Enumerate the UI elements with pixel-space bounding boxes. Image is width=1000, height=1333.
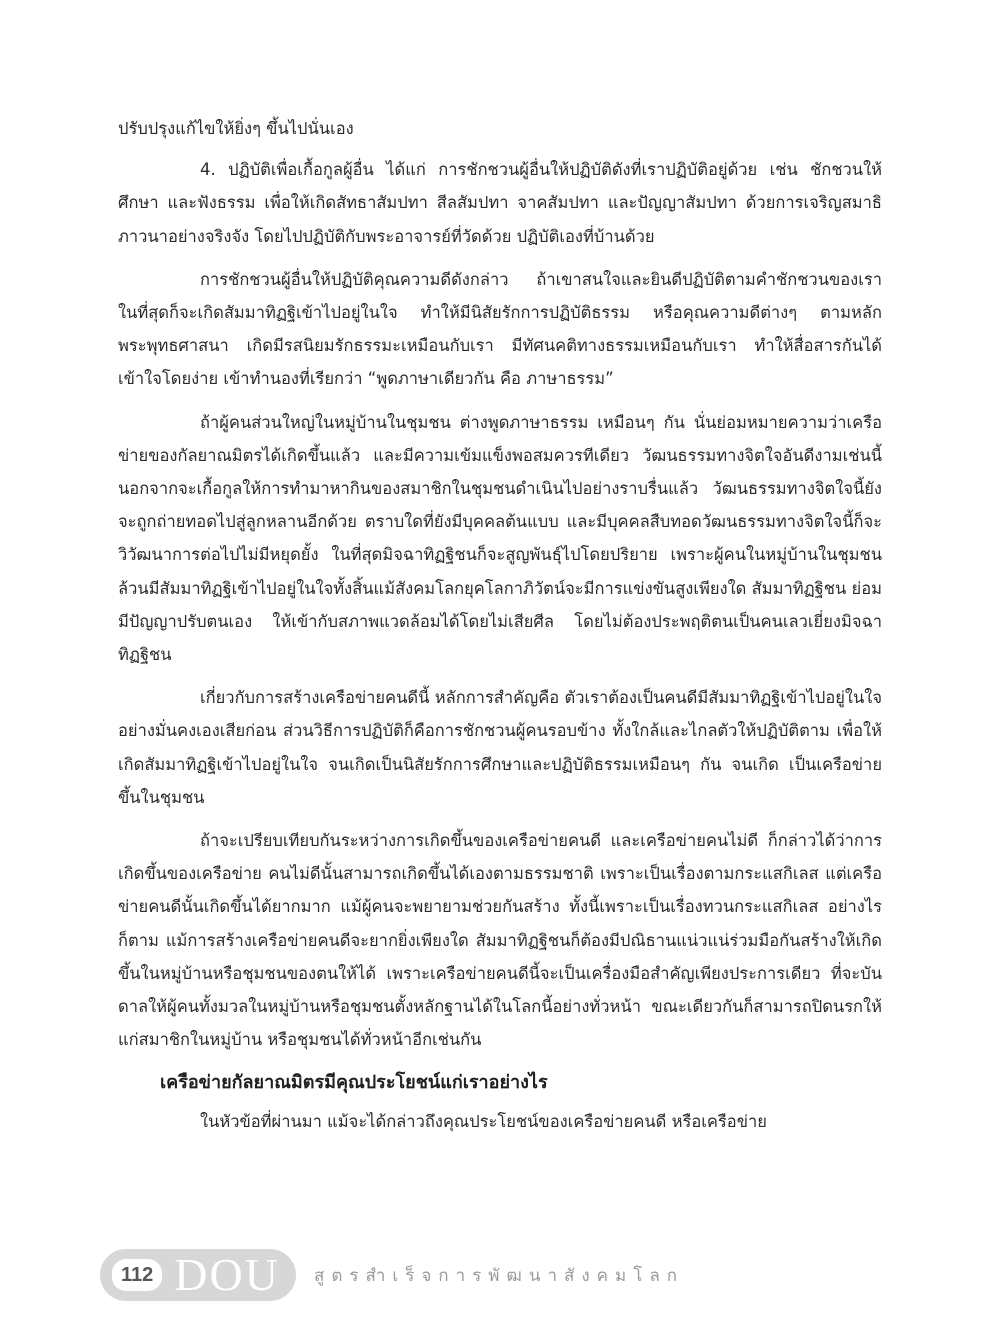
section-heading: เครือข่ายกัลยาณมิตรมีคุณประโยชน์แก่เราอย่างไร (160, 1072, 548, 1094)
brand-logo: DOU (174, 1249, 280, 1300)
footer-tab (100, 1249, 296, 1301)
page-footer (100, 1246, 684, 1304)
paragraph-building-network: เกี่ยวกับการสร้างเครือข่ายคนดีนี้ หลักการสำคัญคือ ตัวเราต้องเป็นคนดีมีสัมมาทิฏฐิเข้าไปอยู่ในใจอย่างมั่นคงเองเสียก่อน ส่วนวิธีการปฏิบัติก็คือการชักชวนผู้คนรอบข้าง ทั้งใกล้และไกลตัวให้ปฏิบัติตาม เพื่อให้เกิดสัมมาทิฏฐิเข้าไปอยู่ในใจ จนเกิดเป็นนิสัยรักการศึกษาและปฏิบัติธรรมเหมือนๆ กัน จนเกิด เป็นเครือข่ายขึ้นในชุมชน (118, 688, 882, 807)
paragraph-good-vs-bad-network: ถ้าจะเปรียบเทียบกันระหว่างการเกิดขึ้นของเครือข่ายคนดี และเครือข่ายคนไม่ดี ก็กล่าวได้ว่าการเกิดขึ้นของเครือข่าย คนไม่ดีนั้นสามารถเกิดขึ้นได้เองตามธรรมชาติ เพราะเป็นเรื่องตามกระแสกิเลส แต่เครือข่ายคนดีนั้นเกิดขึ้นได้ยากมาก แม้ผู้คนจะพยายามช่วยกันสร้าง ทั้งนี้เพราะเป็นเรื่องทวนกระแสกิเลส อย่างไรก็ตาม แม้การสร้างเครือข่ายคนดีจะยากยิ่งเพียงใด สัมมาทิฏฐิชนก็ต้องมีปณิธานแน่วแน่ร่วมมือกันสร้างให้เกิดขึ้นในหมู่บ้านหรือชุมชนของตนให้ได้ เพราะเครือข่ายคนดีนี้จะเป็นเครื่องมือสำคัญเพียงประการเดียว ที่จะบันดาลให้ผู้คนทั้งมวลในหมู่บ้านหรือชุมชนตั้งหลักฐานได้ในโลกนี้อย่างทั่วหน้า ขณะเดียวกันก็สามารถปิดนรกให้แก่สมาชิกในหมู่บ้าน หรือชุมชนได้ทั่วหน้าอีกเช่นกัน (118, 831, 882, 1050)
page-number: 112 (112, 1259, 162, 1291)
body-text (118, 112, 882, 1139)
book-title: สูตรสำเร็จการพัฒนาสังคมโลก (313, 1265, 685, 1286)
paragraph-dhamma-language: ถ้าผู้คนส่วนใหญ่ในหมู่บ้านในชุมชน ต่างพูดภาษาธรรม เหมือนๆ กัน นั่นย่อมหมายความว่าเครือข่ายของกัลยาณมิตรได้เกิดขึ้นแล้ว และมีความเข้มแข็งพอสมควรทีเดียว วัฒนธรรมทางจิตใจอันดีงามเช่นนี้ นอกจากจะเกื้อกูลให้การทำมาหากินของสมาชิกในชุมชนดำเนินไปอย่างราบรื่นแล้ว วัฒนธรรมทางจิตใจนี้ยังจะถูกถ่ายทอดไปสู่ลูกหลานอีกด้วย ตราบใดที่ยังมีบุคคลต้นแบบ และมีบุคคลสืบทอดวัฒนธรรมทางจิตใจนี้ก็จะวิวัฒนาการต่อไปไม่มีหยุดยั้ง ในที่สุดมิจฉาทิฏฐิชนก็จะสูญพันธุ์ไปโดยปริยาย เพราะผู้คนในหมู่บ้านในชุมชนล้วนมีสัมมาทิฏฐิเข้าไปอยู่ในใจทั้งสิ้นแม้สังคมโลกยุคโลกาภิวัตน์จะมีการแข่งขันสูงเพียงใด สัมมาทิฏฐิชน ย่อมมีปัญญาปรับตนเอง ให้เข้ากับสภาพแวดล้อมได้โดยไม่เสียศีล โดยไม่ต้องประพฤติตนเป็นคนเลวเยี่ยงมิจฉาทิฏฐิชน (118, 412, 882, 665)
paragraph-continuation: ปรับปรุงแก้ไขให้ยิ่งๆ ขึ้นไปนั่นเอง (118, 119, 354, 138)
paragraph-practice-point-4: 4. ปฏิบัติเพื่อเกื้อกูลผู้อื่น ได้แก่ การชักชวนผู้อื่นให้ปฏิบัติดังที่เราปฏิบัติอยู่ด้วย เช่น ชักชวนให้ศึกษา และฟังธรรม เพื่อให้เกิดสัทธาสัมปทา สีลสัมปทา จาคสัมปทา และปัญญาสัมปทา ด้วยการเจริญสมาธิภาวนาอย่างจริงจัง โดยไปปฏิบัติกับพระอาจารย์ที่วัดด้วย ปฏิบัติเองที่บ้านด้วย (118, 160, 882, 246)
paragraph-benefits-intro: ในหัวข้อที่ผ่านมา แม้จะได้กล่าวถึงคุณประโยชน์ของเครือข่ายคนดี หรือเครือข่าย (200, 1112, 767, 1132)
paragraph-persuading-others: การชักชวนผู้อื่นให้ปฏิบัติคุณความดีดังกล่าว ถ้าเขาสนใจและยินดีปฏิบัติตามคำชักชวนของเรา ในที่สุดก็จะเกิดสัมมาทิฏฐิเข้าไปอยู่ในใจ ทำให้มีนิสัยรักการปฏิบัติธรรม หรือคุณความดีต่างๆ ตามหลักพระพุทธศาสนา เกิดมีรสนิยมรักธรรมะเหมือนกับเรา มีทัศนคติทางธรรมเหมือนกับเรา ทำให้สื่อสารกันได้เข้าใจโดยง่าย เข้าทำนองที่เรียกว่า “พูดภาษาเดียวกัน คือ ภาษาธรรม” (118, 269, 882, 389)
